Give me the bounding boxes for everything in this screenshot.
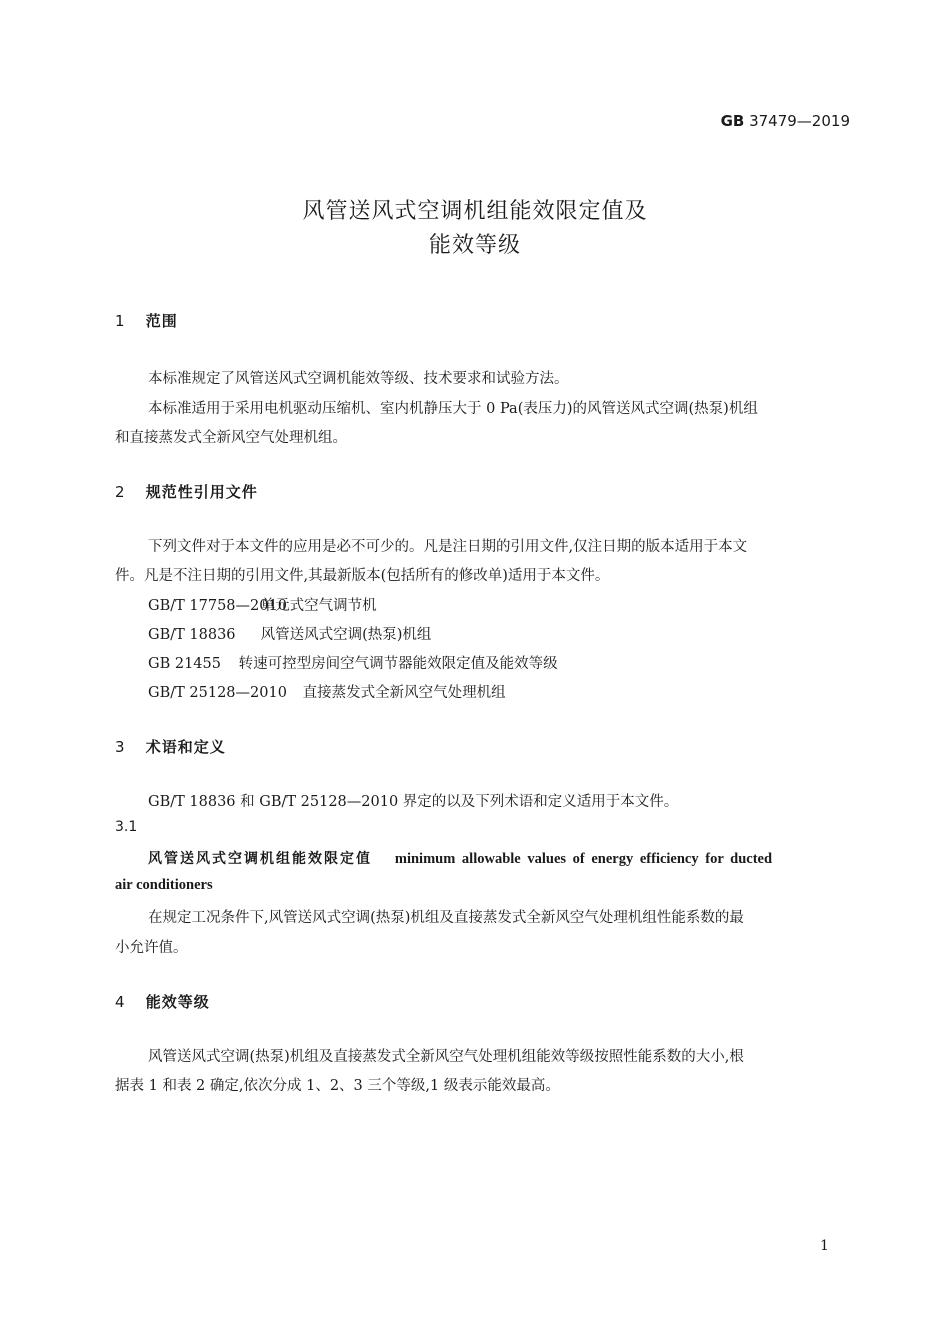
standard-number — [721, 112, 850, 130]
paragraph-continuation: 件。凡是不注日期的引用文件,其最新版本(包括所有的修改单)适用于本文件。 — [115, 568, 610, 584]
clause-number: 3.1 — [115, 819, 138, 835]
term-english: minimum allowable values of energy efficiency for ducted — [394, 851, 773, 867]
reference-code: GB/T 17758—2010 — [148, 598, 287, 614]
paragraph: 下列文件对于本文件的应用是必不可少的。凡是注日期的引用文件,仅注日期的版本适用于本文 — [148, 539, 748, 555]
section-number: 2 — [115, 483, 125, 501]
standard-prefix: GB — [720, 112, 745, 130]
document-title-line2: 能效等级 — [428, 233, 521, 258]
standard-code: 37479—2019 — [749, 112, 850, 130]
reference-item — [148, 594, 377, 615]
term-chinese: 风管送风式空调机组能效限定值 — [148, 851, 372, 867]
paragraph: GB/T 18836 和 GB/T 25128—2010 界定的以及下列术语和定义适用于本文件。 — [148, 794, 679, 810]
definition: 在规定工况条件下,风管送风式空调(热泵)机组及直接蒸发式全新风空气处理机组性能系数的最 — [148, 910, 744, 926]
section-number: 4 — [115, 993, 125, 1011]
paragraph: 本标准适用于采用电机驱动压缩机、室内机静压大于 0 Pa(表压力)的风管送风式空调(热泵)机组 — [148, 401, 758, 417]
section-number: 3 — [115, 738, 125, 756]
page-number: 1 — [820, 1238, 829, 1254]
paragraph: 本标准规定了风管送风式空调机能效等级、技术要求和试验方法。 — [148, 371, 569, 387]
reference-item — [148, 652, 558, 673]
reference-title: 风管送风式空调(热泵)机组 — [260, 627, 432, 643]
reference-item — [148, 623, 431, 644]
section-heading-terms-definitions — [115, 736, 226, 757]
section-heading-energy-efficiency-grades — [115, 991, 210, 1012]
reference-title: 单元式空气调节机 — [260, 598, 377, 614]
term-english-continuation: air conditioners — [115, 877, 213, 893]
section-title: 能效等级 — [145, 993, 210, 1011]
section-title: 术语和定义 — [145, 738, 226, 756]
document-title-line1: 风管送风式空调机组能效限定值及 — [302, 199, 648, 224]
reference-item — [148, 681, 506, 702]
paragraph-continuation: 和直接蒸发式全新风空气处理机组。 — [115, 430, 347, 446]
reference-code: GB/T 18836 — [148, 627, 236, 643]
section-heading-normative-references — [115, 481, 258, 502]
section-heading-scope — [115, 310, 178, 331]
section-title: 规范性引用文件 — [145, 483, 258, 501]
paragraph: 风管送风式空调(热泵)机组及直接蒸发式全新风空气处理机组能效等级按照性能系数的大小,根 — [148, 1049, 744, 1065]
definition-continuation: 小允许值。 — [115, 940, 188, 956]
term-entry — [148, 848, 772, 868]
reference-title: 直接蒸发式全新风空气处理机组 — [302, 685, 506, 701]
reference-title: 转速可控型房间空气调节器能效限定值及能效等级 — [238, 656, 558, 672]
reference-code: GB/T 25128—2010 — [148, 685, 287, 701]
reference-code: GB 21455 — [148, 656, 221, 672]
section-number: 1 — [115, 312, 125, 330]
paragraph-continuation: 据表 1 和表 2 确定,依次分成 1、2、3 三个等级,1 级表示能效最高。 — [115, 1078, 560, 1094]
section-title: 范围 — [145, 312, 178, 330]
